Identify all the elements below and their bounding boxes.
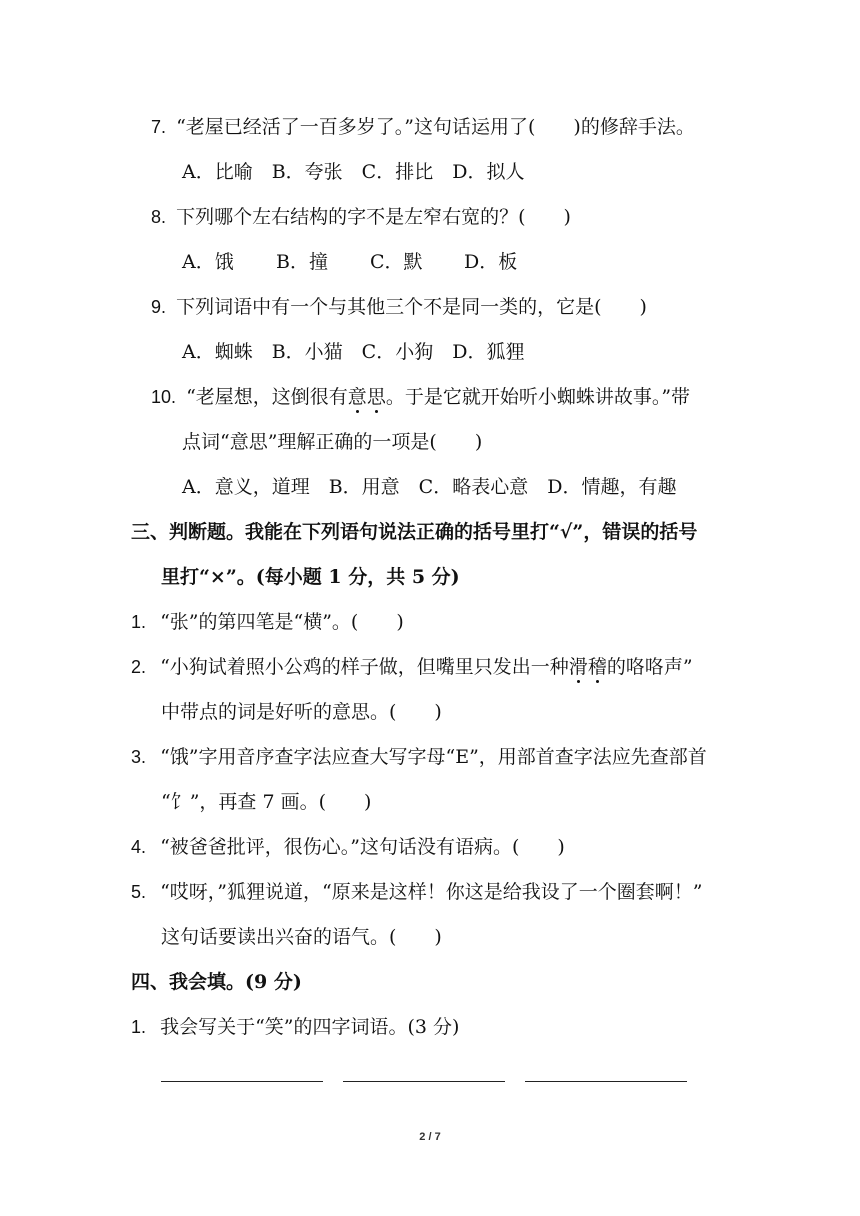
section-3-heading: 三、判断题。我能在下列语句说法正确的括号里打“√”，错误的括号	[131, 521, 698, 543]
question-text-before: “小狗试着照小公鸡的样子做，但嘴里只发出一种	[160, 656, 569, 678]
question-text: “张”的第四笔是“横”。( )	[160, 611, 404, 633]
option-d: D．板	[464, 251, 518, 273]
judge-question-4	[131, 838, 565, 857]
judge-question-5-line2: 这句话要读出兴奋的语气。( )	[161, 926, 442, 948]
option-c: C．默	[370, 251, 423, 273]
judge-question-3	[131, 748, 707, 767]
question-9	[151, 298, 647, 317]
question-text: “老屋已经活了一百多岁了。”这句话运用了( )的修辞手法。	[176, 116, 695, 138]
dotted-char: 稽	[587, 656, 607, 678]
dotted-char: 滑	[568, 656, 588, 678]
question-text-before: “老屋想，这倒很有	[186, 386, 348, 408]
question-number: 5.	[131, 882, 147, 902]
fill-question-1	[131, 1018, 459, 1037]
judge-question-2-line2: 中带点的词是好听的意思。( )	[161, 701, 442, 723]
question-text-after: 。于是它就开始听小蜘蛛讲故事。”带	[385, 386, 691, 408]
question-9-options: A．蜘蛛 B．小猫 C．小狗 D．狐狸	[182, 341, 525, 363]
question-10	[151, 388, 690, 407]
question-8	[151, 208, 571, 227]
question-number: 10.	[151, 387, 177, 407]
option-a: A．饿	[182, 251, 234, 273]
question-10-options: A．意义，道理 B．用意 C．略表心意 D．情趣，有趣	[182, 476, 677, 498]
question-text: 下列哪个左右结构的字不是左窄右宽的？( )	[176, 206, 571, 228]
question-text: 下列词语中有一个与其他三个不是同一类的，它是( )	[176, 296, 647, 318]
question-text: 我会写关于“笑”的四字词语。(3 分)	[160, 1016, 460, 1038]
question-text: “哎呀，”狐狸说道，“原来是这样！你这是给我设了一个圈套啊！”	[160, 881, 703, 903]
question-number: 1.	[131, 1017, 147, 1037]
judge-question-1	[131, 613, 404, 632]
answer-blank-3[interactable]	[525, 1081, 687, 1082]
question-number: 2.	[131, 657, 147, 677]
question-number: 7.	[151, 117, 167, 137]
question-8-options	[182, 253, 517, 272]
answer-blank-1[interactable]	[161, 1081, 323, 1082]
dotted-char: 意	[347, 386, 367, 408]
section-4-heading: 四、我会填。(9 分)	[131, 971, 302, 993]
question-text: “被爸爸批评，很伤心。”这句话没有语病。( )	[160, 836, 565, 858]
question-text-after: 的咯咯声”	[606, 656, 693, 678]
question-number: 4.	[131, 837, 147, 857]
question-7	[151, 118, 695, 137]
question-number: 1.	[131, 612, 147, 632]
answer-blank-2[interactable]	[343, 1081, 505, 1082]
section-3-heading-line2: 里打“×”。(每小题 1 分，共 5 分)	[161, 566, 460, 588]
question-10-line2: 点词“意思”理解正确的一项是( )	[182, 431, 483, 453]
option-b: B．撞	[276, 251, 328, 273]
judge-question-3-line2: “饣”，再查 7 画。( )	[161, 791, 372, 813]
question-number: 3.	[131, 747, 147, 767]
question-text: “饿”字用音序查字法应查大写字母“E”，用部首查字法应先查部首	[160, 746, 707, 768]
judge-question-2	[131, 658, 693, 677]
question-number: 8.	[151, 207, 167, 227]
question-7-options: A．比喻 B．夸张 C．排比 D．拟人	[182, 161, 525, 183]
question-number: 9.	[151, 297, 167, 317]
dotted-char: 思	[366, 386, 386, 408]
judge-question-5	[131, 883, 702, 902]
page-number: 2 / 7	[419, 1131, 441, 1143]
